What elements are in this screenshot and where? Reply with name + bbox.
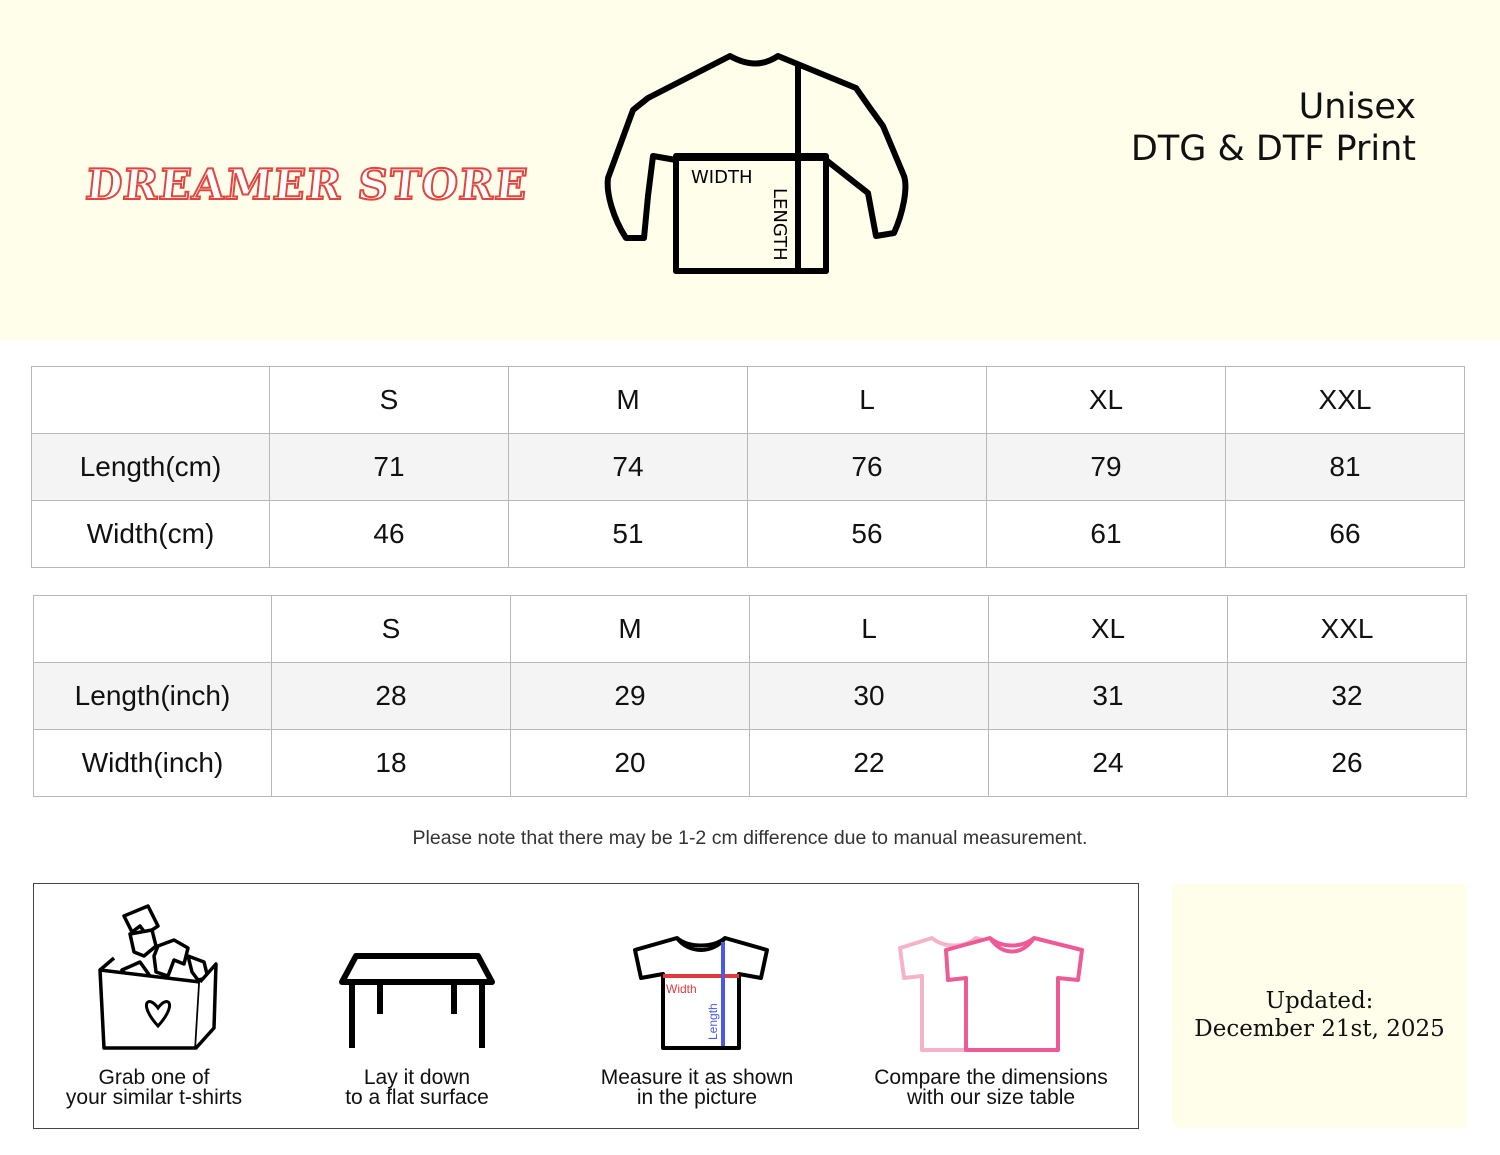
table-cell: 74 [509,434,748,501]
table-cell: 76 [748,434,987,501]
table-row [34,730,1467,797]
row-label: Width(cm) [32,501,270,568]
table-cell: 66 [1226,501,1465,568]
table-cell: 71 [270,434,509,501]
table-icon [338,952,496,1052]
measure-tshirt-icon [631,934,771,1052]
table-cell: 24 [989,730,1228,797]
table-cell: 61 [987,501,1226,568]
step-grab-shirt [44,884,264,1128]
brand-logo: DREAMER STORE [83,160,531,209]
size-header: L [750,596,989,663]
table-cell: 28 [272,663,511,730]
size-table-inch [33,595,1467,797]
table-header-row [32,367,1465,434]
table-cell: 51 [509,501,748,568]
size-table-cm [31,366,1465,568]
print-type-line1: Unisex [1298,87,1416,127]
table-cell: 22 [750,730,989,797]
size-header: M [509,367,748,434]
updated-label: Updated: [1265,988,1374,1014]
table-cell: 26 [1228,730,1467,797]
step-caption-line1: Lay it down [363,1066,471,1089]
size-header: S [272,596,511,663]
size-header: M [511,596,750,663]
row-label: Length(cm) [32,434,270,501]
updated-box [1172,884,1467,1128]
table-corner-cell [34,596,272,663]
measure-width-label: Width [666,982,697,996]
step-caption [862,1068,1120,1108]
size-header: XL [989,596,1228,663]
size-header: XL [987,367,1226,434]
step-caption-line1: Measure it as shown [600,1066,794,1089]
table-corner-cell [32,367,270,434]
print-type [1131,86,1416,170]
table-cell: 56 [748,501,987,568]
row-label: Width(inch) [34,730,272,797]
measure-length-label: Length [706,1003,720,1040]
step-caption [584,1068,810,1108]
sweater-diagram-icon [598,48,914,284]
diagram-length-label: LENGTH [769,188,790,261]
step-caption-line2: in the picture [636,1086,758,1109]
step-caption-line2: your similar t-shirts [65,1086,243,1109]
table-cell: 81 [1226,434,1465,501]
table-cell: 46 [270,501,509,568]
measuring-steps [33,883,1139,1129]
step-caption [44,1068,264,1108]
measurement-note: Please note that there may be 1-2 cm difference due to manual measurement. [412,827,1088,849]
step-caption-line2: to a flat surface [345,1086,489,1109]
clothes-box-icon [96,904,218,1054]
table-cell: 79 [987,434,1226,501]
table-cell: 31 [989,663,1228,730]
size-header: L [748,367,987,434]
table-row [32,434,1465,501]
table-cell: 20 [511,730,750,797]
print-type-line2: DTG & DTF Print [1130,129,1416,169]
compare-tshirts-icon [898,934,1088,1054]
table-row [32,501,1465,568]
size-header: XXL [1226,367,1465,434]
step-measure [584,884,810,1128]
step-lay-flat [306,884,528,1128]
header [0,0,1500,340]
step-caption-line2: with our size table [906,1086,1076,1109]
size-header: XXL [1228,596,1467,663]
step-compare [862,884,1120,1128]
updated-text [1172,987,1467,1043]
row-label: Length(inch) [34,663,272,730]
step-caption-line1: Compare the dimensions [874,1066,1108,1089]
size-header: S [270,367,509,434]
table-header-row [34,596,1467,663]
table-cell: 30 [750,663,989,730]
updated-date: December 21st, 2025 [1194,1016,1445,1042]
step-caption [306,1068,528,1108]
table-cell: 18 [272,730,511,797]
table-cell: 32 [1228,663,1467,730]
table-cell: 29 [511,663,750,730]
diagram-width-label: WIDTH [691,167,753,188]
table-row [34,663,1467,730]
step-caption-line1: Grab one of [98,1066,210,1089]
